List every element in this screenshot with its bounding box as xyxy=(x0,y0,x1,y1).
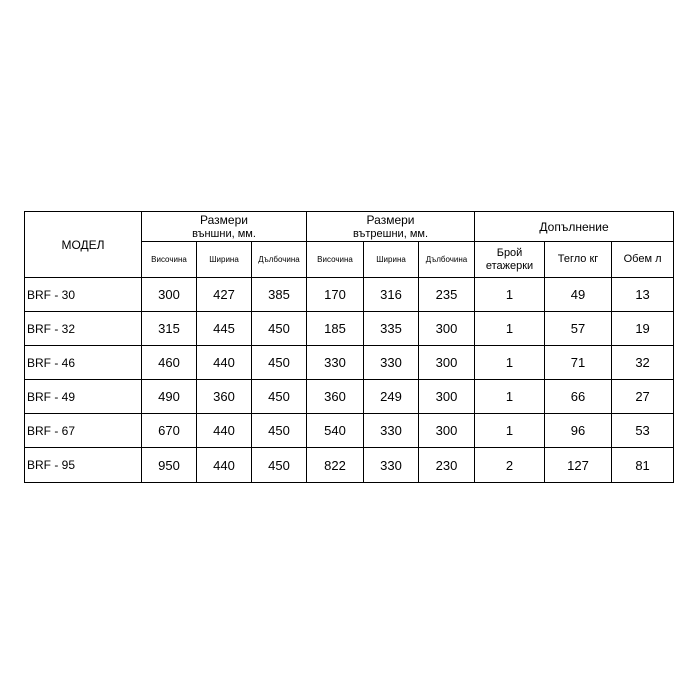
inner-depth-cell: 300 xyxy=(419,380,475,414)
weight-cell: 57 xyxy=(545,312,612,346)
outer-depth-cell: 385 xyxy=(252,278,307,312)
weight-cell: 49 xyxy=(545,278,612,312)
shelves-cell: 2 xyxy=(475,448,545,483)
shelves-cell: 1 xyxy=(475,380,545,414)
outer-depth-header: Дълбочина xyxy=(252,242,307,278)
inner-depth-cell: 235 xyxy=(419,278,475,312)
inner-depth-cell: 230 xyxy=(419,448,475,483)
table-row xyxy=(25,380,674,414)
inner-depth-cell: 300 xyxy=(419,346,475,380)
volume-cell: 13 xyxy=(612,278,674,312)
inner-width-cell: 330 xyxy=(364,448,419,483)
volume-cell: 19 xyxy=(612,312,674,346)
inner-height-cell: 540 xyxy=(307,414,364,448)
weight-cell: 96 xyxy=(545,414,612,448)
volume-cell: 53 xyxy=(612,414,674,448)
inner-depth-cell: 300 xyxy=(419,414,475,448)
inner-height-cell: 170 xyxy=(307,278,364,312)
outer-width-cell: 440 xyxy=(197,414,252,448)
table-row xyxy=(25,414,674,448)
volume-header: Обем л xyxy=(612,242,674,278)
inner-width-cell: 335 xyxy=(364,312,419,346)
inner-width-cell: 249 xyxy=(364,380,419,414)
outer-width-cell: 440 xyxy=(197,346,252,380)
outer-height-cell: 490 xyxy=(142,380,197,414)
model-cell: BRF - 46 xyxy=(25,346,142,380)
weight-header: Тегло кг xyxy=(545,242,612,278)
inner-width-cell: 330 xyxy=(364,346,419,380)
inner-dimensions-subtitle: вътрешни, мм. xyxy=(307,229,475,242)
outer-depth-cell: 450 xyxy=(252,414,307,448)
volume-cell: 81 xyxy=(612,448,674,483)
outer-height-cell: 460 xyxy=(142,346,197,380)
inner-height-cell: 185 xyxy=(307,312,364,346)
inner-height-header: Височина xyxy=(307,242,364,278)
outer-height-cell: 315 xyxy=(142,312,197,346)
model-cell: BRF - 49 xyxy=(25,380,142,414)
inner-width-header: Ширина xyxy=(364,242,419,278)
outer-depth-cell: 450 xyxy=(252,346,307,380)
table-row xyxy=(25,278,674,312)
inner-height-cell: 330 xyxy=(307,346,364,380)
outer-height-cell: 670 xyxy=(142,414,197,448)
outer-width-cell: 440 xyxy=(197,448,252,483)
outer-depth-cell: 450 xyxy=(252,448,307,483)
shelves-cell: 1 xyxy=(475,414,545,448)
shelves-header: Брой етажерки xyxy=(475,242,545,278)
inner-height-cell: 360 xyxy=(307,380,364,414)
inner-width-cell: 316 xyxy=(364,278,419,312)
extras-title: Допълнение xyxy=(475,212,674,242)
table-row xyxy=(25,312,674,346)
model-cell: BRF - 95 xyxy=(25,448,142,483)
weight-cell: 66 xyxy=(545,380,612,414)
weight-cell: 127 xyxy=(545,448,612,483)
shelves-cell: 1 xyxy=(475,278,545,312)
outer-dimensions-subtitle: външни, мм. xyxy=(142,229,307,242)
header-row-groups xyxy=(25,212,674,229)
outer-width-cell: 427 xyxy=(197,278,252,312)
table-row xyxy=(25,346,674,380)
outer-width-cell: 360 xyxy=(197,380,252,414)
model-cell: BRF - 32 xyxy=(25,312,142,346)
inner-dimensions-title: Размери xyxy=(307,212,475,229)
inner-depth-cell: 300 xyxy=(419,312,475,346)
outer-height-header: Височина xyxy=(142,242,197,278)
outer-height-cell: 950 xyxy=(142,448,197,483)
outer-depth-cell: 450 xyxy=(252,380,307,414)
specifications-table xyxy=(24,211,674,483)
inner-width-cell: 330 xyxy=(364,414,419,448)
outer-depth-cell: 450 xyxy=(252,312,307,346)
shelves-cell: 1 xyxy=(475,312,545,346)
model-cell: BRF - 30 xyxy=(25,278,142,312)
inner-depth-header: Дълбочина xyxy=(419,242,475,278)
volume-cell: 32 xyxy=(612,346,674,380)
volume-cell: 27 xyxy=(612,380,674,414)
model-cell: BRF - 67 xyxy=(25,414,142,448)
outer-width-cell: 445 xyxy=(197,312,252,346)
weight-cell: 71 xyxy=(545,346,612,380)
table-row xyxy=(25,448,674,483)
inner-height-cell: 822 xyxy=(307,448,364,483)
outer-dimensions-title: Размери xyxy=(142,212,307,229)
outer-width-header: Ширина xyxy=(197,242,252,278)
shelves-cell: 1 xyxy=(475,346,545,380)
model-header: МОДЕЛ xyxy=(25,212,142,278)
outer-height-cell: 300 xyxy=(142,278,197,312)
